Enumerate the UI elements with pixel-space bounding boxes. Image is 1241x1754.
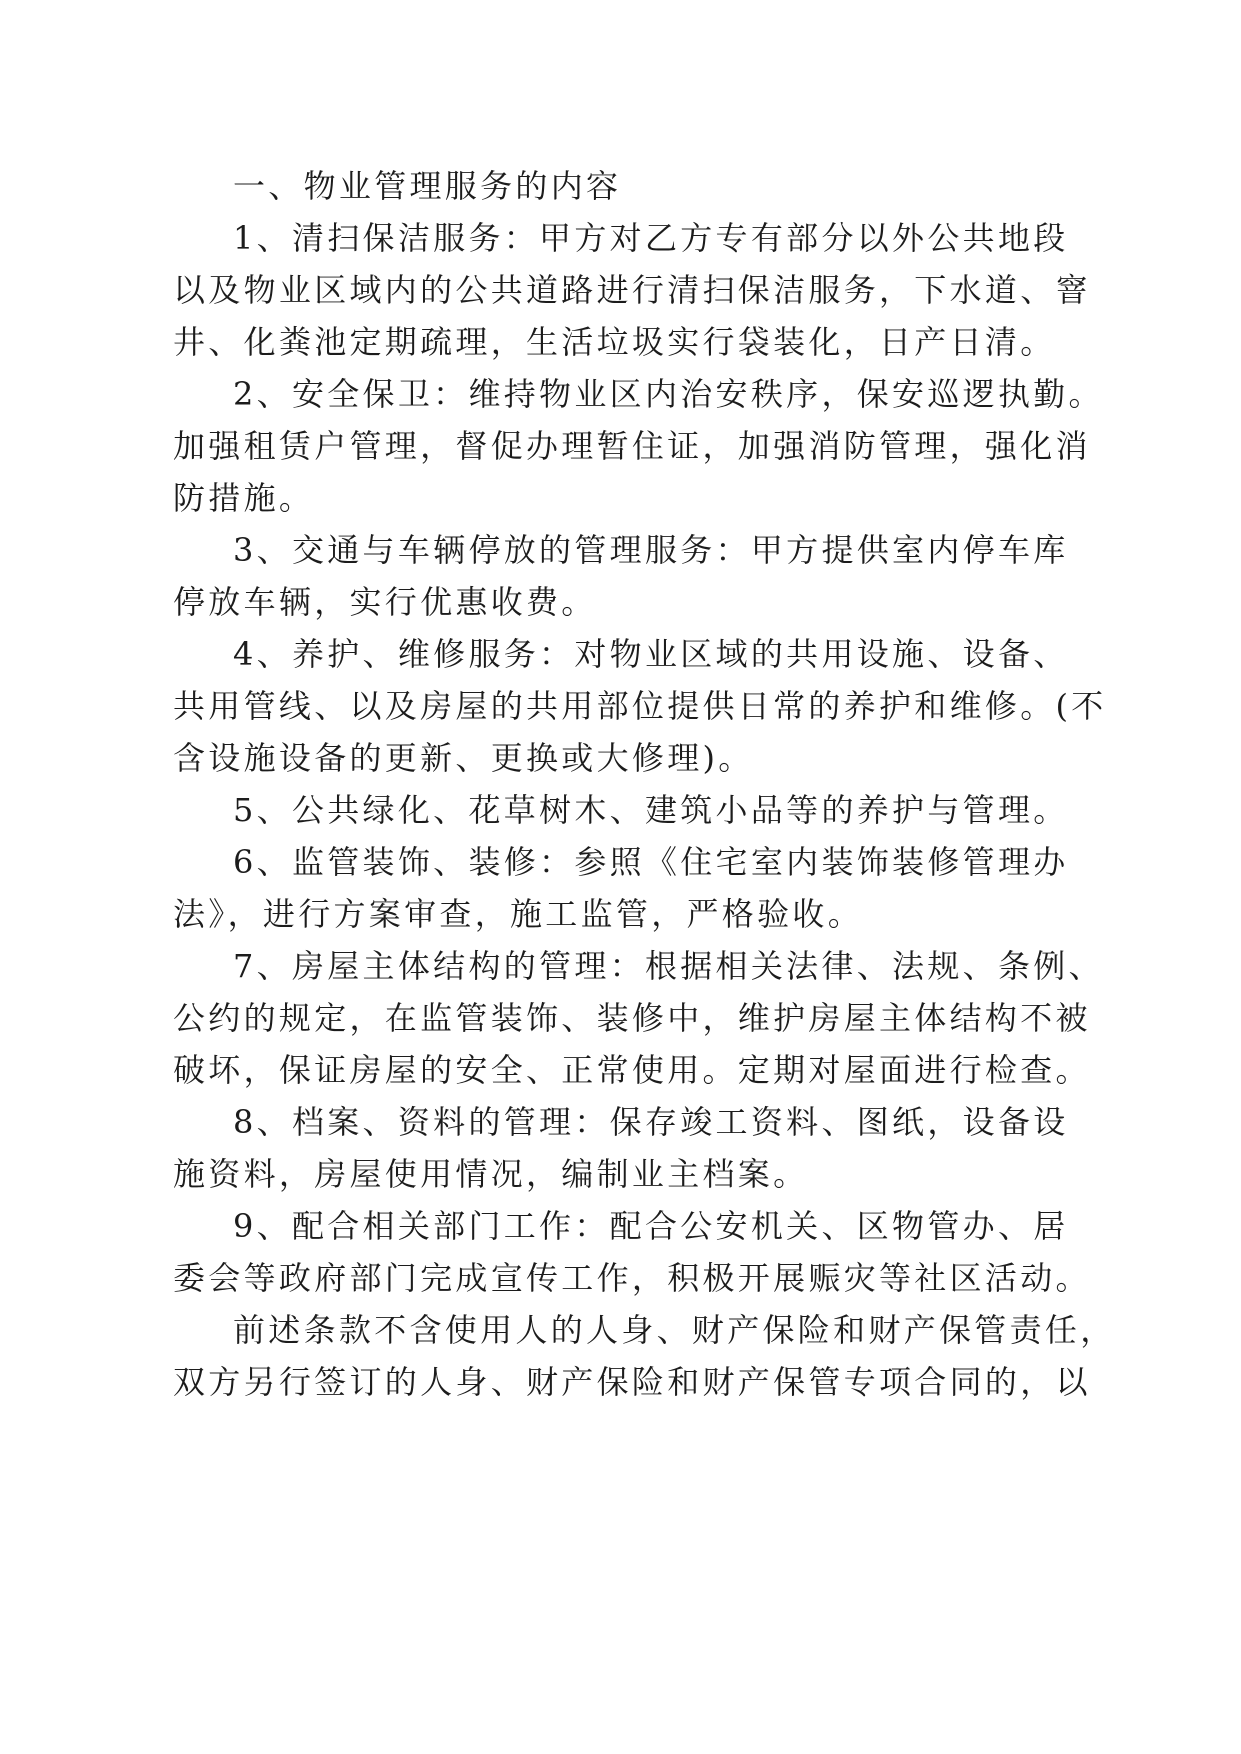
text-line: 4、养护、维修服务：对物业区域的共用设施、设备、 bbox=[233, 635, 1069, 673]
text-line: 防措施。 bbox=[173, 479, 315, 517]
text-line: 停放车辆，实行优惠收费。 bbox=[173, 583, 597, 621]
text-line: 5、公共绿化、花草树木、建筑小品等的养护与管理。 bbox=[233, 791, 1069, 829]
text-line: 井、化粪池定期疏理，生活垃圾实行袋装化，日产日清。 bbox=[173, 323, 1056, 361]
text-line: 9、配合相关部门工作：配合公安机关、区物管办、居 bbox=[233, 1207, 1069, 1245]
text-line: 6、监管装饰、装修：参照《住宅室内装饰装修管理办 bbox=[233, 843, 1069, 881]
text-line: 委会等政府部门完成宣传工作，积极开展赈灾等社区活动。 bbox=[173, 1259, 1091, 1297]
text-line: 前述条款不含使用人的人身、财产保险和财产保管责任， bbox=[233, 1311, 1116, 1349]
text-line: 施资料，房屋使用情况，编制业主档案。 bbox=[173, 1155, 809, 1193]
text-line: 公约的规定，在监管装饰、装修中，维护房屋主体结构不被 bbox=[173, 999, 1091, 1037]
section-heading: 一、物业管理服务的内容 bbox=[233, 167, 622, 205]
text-line: 破坏，保证房屋的安全、正常使用。定期对屋面进行检查。 bbox=[173, 1051, 1091, 1089]
text-line: 以及物业区域内的公共道路进行清扫保洁服务，下水道、窨 bbox=[173, 271, 1091, 309]
text-line: 共用管线、以及房屋的共用部位提供日常的养护和维修。(不 bbox=[173, 687, 1107, 725]
text-line: 7、房屋主体结构的管理：根据相关法律、法规、条例、 bbox=[233, 947, 1104, 985]
text-line: 法》，进行方案审查，施工监管，严格验收。 bbox=[173, 895, 864, 933]
text-line: 2、安全保卫：维持物业区内治安秩序，保安巡逻执勤。 bbox=[233, 375, 1104, 413]
text-line: 8、档案、资料的管理：保存竣工资料、图纸，设备设 bbox=[233, 1103, 1069, 1141]
text-line: 3、交通与车辆停放的管理服务：甲方提供室内停车库 bbox=[233, 531, 1069, 569]
text-line: 1、清扫保洁服务：甲方对乙方专有部分以外公共地段 bbox=[233, 219, 1069, 257]
text-line: 双方另行签订的人身、财产保险和财产保管专项合同的，以 bbox=[173, 1363, 1091, 1401]
text-line: 加强租赁户管理，督促办理暂住证，加强消防管理，强化消 bbox=[173, 427, 1091, 465]
text-line: 含设施设备的更新、更换或大修理)。 bbox=[173, 739, 754, 777]
